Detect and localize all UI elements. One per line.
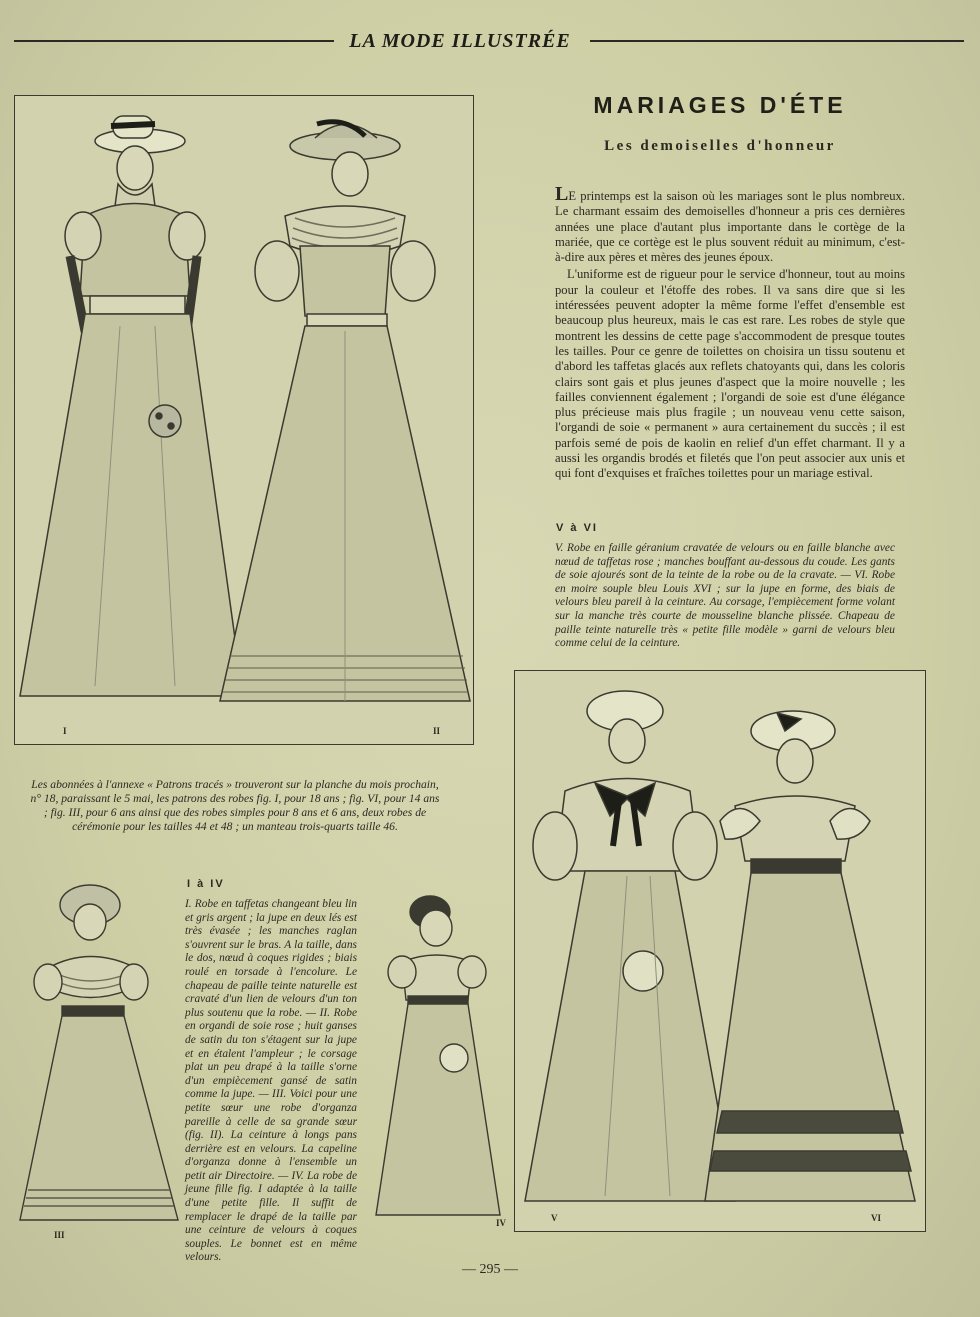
masthead-rule-right <box>590 40 964 42</box>
figure-label-ii: II <box>433 726 441 736</box>
section-heading-v-vi: V à VI <box>556 522 598 534</box>
article-body <box>555 183 905 484</box>
illustration-dresses-i-ii <box>15 96 473 744</box>
article-paragraph-2: L'uniforme est de rigueur pour le service d'honneur, tout au moins pour la couleur et l'étoffe des robes. Il va sans dire que si les intéressées peuvent adopter la même forme l'effet d'ensemble est beaucoup plus heureux, mais le cas est rare. Les robes de style que montrent les dessins de cette page s'accommodent de presque toutes les tailles. Pour ce genre de toilettes on choisira un tissu soutenu et d'abord les taffetas glacés aux reflets chatoyants qui, dans les coloris clairs sont gais et plus jeunes d'aspect que la moire nouvelle ; les failles conviennent également ; l'organdi de soie est d'une élégance plus précieuse mais plus fragile ; un nouveau venu cette saison, l'organdi de soie « permanent » aura certainement du succès ; il est parfois semé de pois de kaolin en relief d'un effet charmant. Il y a aussi les organdis brodés et filetés que l'on peut associer aux unis et qui font d'exquises et fraîches toilettes pour un mariage estival. <box>555 267 905 481</box>
figure-ii-dress <box>220 122 470 701</box>
article-title: MARIAGES D'ÉTE <box>593 92 847 118</box>
figure-label-iii: III <box>54 1230 65 1240</box>
illustration-dress-iv <box>368 890 508 1235</box>
section-text-v-vi: V. Robe en faille géranium cravatée de velours ou en faille blanche avec nœud de taffetas rose ; manches bouffant au-dessous du coude. Les gants de soie ajourés sont de la teinte de la robe ou de la cravate. — VI. Robe en moire souple bleu Louis XVI ; sur la jupe en forme, des biais de velours bleu pareil à la ceinture. Au corsage, l'empiècement forme volant sur la manche très courte de mousseline blanche plissée. Chapeau de paille teinte naturelle très « petite fille modèle » garni de velours bleu comme celui de la ceinture. <box>555 542 895 650</box>
section-text-i-iv: I. Robe en taffetas changeant bleu lin et gris argent ; la jupe en deux lés est très évasée ; les manches raglan s'ouvrent sur le bras. A la taille, dans le dos, nœud à coques rigides ; biais roulé en torsade à l'encolure. Le chapeau de paille teinte naturelle est cravaté d'un lien de velours d'un ton plus soutenu que la robe. — II. Robe en organdi de soie rose ; huit ganses de satin du ton s'étagent sur la jupe et en étalent l'ampleur ; le corsage plat un peu drapé à la taille s'orne d'un empiècement gansé de satin comme la jupe. — III. Voici pour une petite sœur une robe d'organza pareille à celle de sa grande sœur (fig. II). La ceinture à longs pans derrière est en velours. La capeline d'organza donne à l'ensemble un petit air Directoire. — IV. La robe de jeune fille fig. I adaptée à la taille d'une petite fille. Il suffit de remplacer le drapé de la taille par une ceinture de velours à coques souples. Le bonnet est en même velours. <box>185 898 357 1264</box>
figure-label-iv: IV <box>496 1218 507 1228</box>
figure-i-dress <box>20 116 243 696</box>
masthead: LA MODE ILLUSTRÉE <box>349 30 571 52</box>
fashion-plate-top-left <box>14 95 474 745</box>
figure-iii-area <box>18 880 188 1240</box>
page-number: — 295 — <box>462 1262 518 1277</box>
figure-label-v: V <box>551 1213 558 1223</box>
article-subtitle: Les demoiselles d'honneur <box>604 138 836 154</box>
illustration-dresses-v-vi <box>515 671 925 1231</box>
illustration-dress-iii <box>18 880 188 1240</box>
section-heading-i-iv: I à IV <box>187 878 225 890</box>
patterns-note: Les abonnées à l'annexe « Patrons tracés » trouveront sur la planche du mois prochain, n° 18, paraissant le 5 mai, les patrons des robes fig. I, pour 18 ans ; fig. VI, pour 14 ans ; fig. III, pour 6 ans ainsi que des robes simples pour 8 ans et 6 ans, deux robes de cérémonie pour les tailles 44 et 48 ; un manteau trois-quarts taille 46. <box>30 778 440 833</box>
figure-v-dress <box>525 691 735 1201</box>
figure-label-vi: VI <box>871 1213 882 1223</box>
figure-vi-dress <box>705 711 915 1201</box>
dropcap: L <box>555 183 569 205</box>
masthead-rule-left <box>14 40 334 42</box>
figure-iv-area <box>368 890 508 1235</box>
fashion-plate-bottom-right <box>514 670 926 1232</box>
article-paragraph-1: LE printemps est la saison où les mariages sont le plus nombreux. Le charmant essaim des demoiselles d'honneur a pris ces dernières années une place d'autant plus importante dans le cortège de la mariée, que ce cortège est le plus souvent réduit au minimum, c'est-à-dire aux pères et mères des jeunes époux. <box>555 183 905 265</box>
figure-label-i: I <box>63 726 67 736</box>
